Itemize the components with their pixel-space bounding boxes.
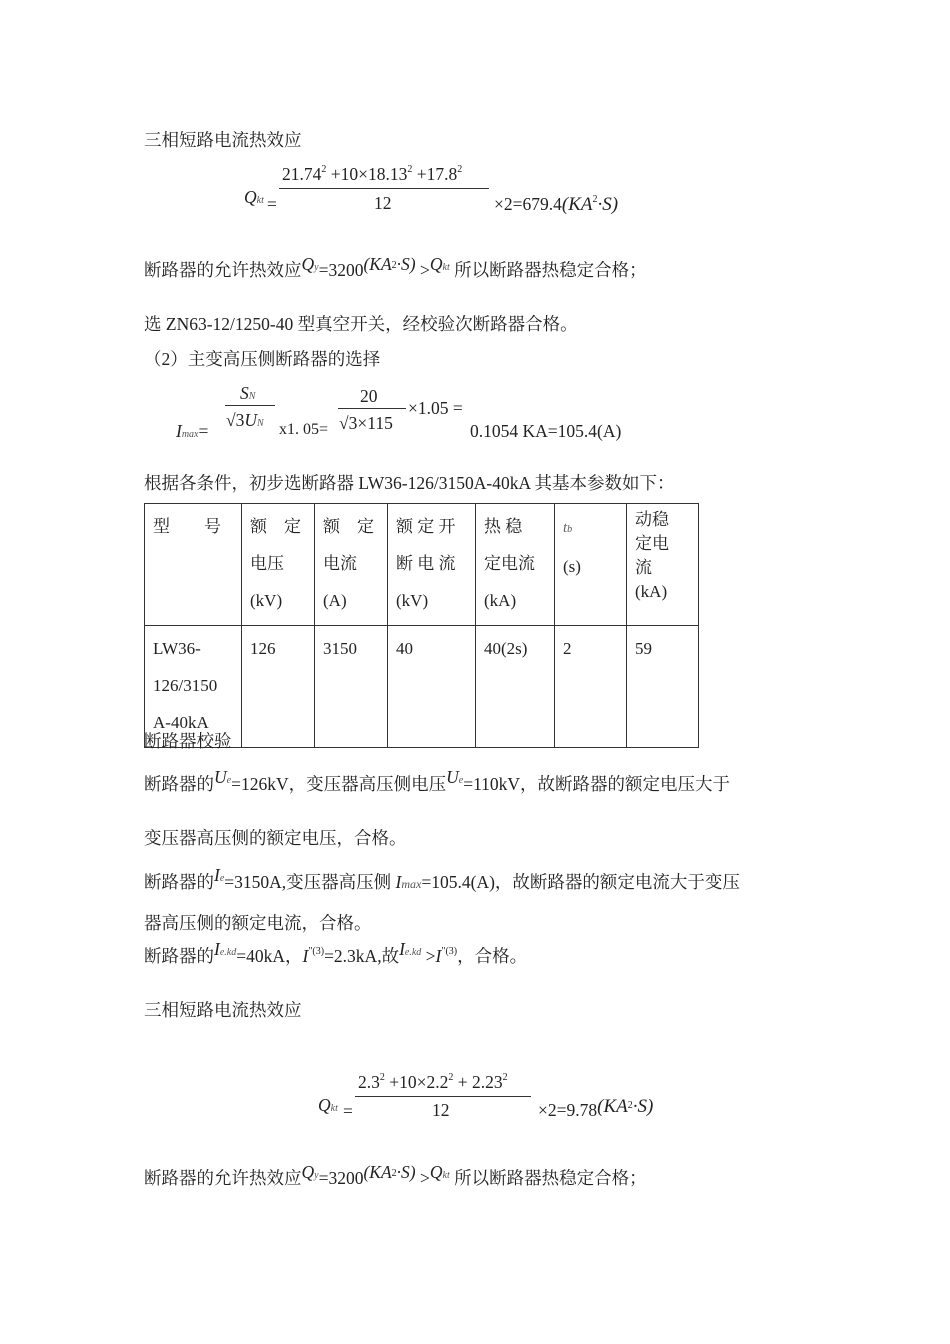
breaking-check-line: 断路器的$I^{e.kd}=40kA$，$I^{"(3)}=2.3kA$,故$I^{e.kd} >I^{"(3)}$，合格。 [144,939,528,966]
cell-thermal-current: 40(2s) [476,626,555,748]
voltage-check-line-2: 变压器高压侧的额定电压，合格。 [144,828,407,848]
heading-main-transformer-hv: （2）主变高压侧断路器的选择 [144,349,381,369]
header-rated-breaking-current: 额 定 开 断 电 流 (kV) [388,504,476,626]
heading-thermal-effect-1: 三相短路电流热效应 [144,130,302,150]
breaker-intro-line: 根据各条件，初步选断路器 LW36-126/3150A-40kA 其基本参数如下： [144,473,675,493]
header-thermal-stable-current: 热 稳 定电流 (kA) [476,504,555,626]
fraction-bar-2 [355,1096,531,1097]
current-check-line-2: 器高压侧的额定电流，合格。 [144,913,372,933]
header-rated-voltage: 额 定 电压 (kV) [242,504,315,626]
voltage-check-line: 断路器的$U^e=126kV$，变压器高压侧电压$U^e=110kV$，故断路器的额定电压大于 [144,767,731,794]
selection-line-1: 选 ZN63-12/1250-40 型真空开关，经校验次断路器合格。 [144,314,578,334]
formula-result-1: $\times 2=679.4(KA^2\cdot S)$ [494,194,619,215]
allow-thermal-line-1: 断路器的允许热效应$Q^y=3200(KA^2\cdot S) >Q^{kt}$ 所以断路器热稳定合格； [144,254,647,280]
numerator-2: $2.3^2 +10\times 2.2^2 + 2.23^2$ [358,1072,508,1092]
allow-thermal-line-2: 断路器的允许热效应$Q^y=3200(KA^2\cdot S) >Q^{kt}$ 所以断路器热稳定合格； [144,1162,647,1188]
header-tb: tb (s) [555,504,627,626]
cell-breaking-current: 40 [388,626,476,748]
cell-rated-voltage: 126 [242,626,315,748]
cell-dynamic-current: 59 [627,626,699,748]
breaker-parameter-table [144,503,699,748]
header-model: 型 号 [145,504,242,626]
cell-rated-current: 3150 [315,626,388,748]
check-heading: 断路器校验 [144,731,232,751]
cell-tb: 2 [555,626,627,748]
numerator-1: $21.74^2 +10\times 18.13^2 +17.8^2$ [282,164,463,184]
heading-thermal-effect-2: 三相短路电流热效应 [144,1000,302,1020]
header-rated-current: 额 定 电流 (A) [315,504,388,626]
current-check-line: 断路器的$I^e=3150A$,变压器高压侧 Imax=105.4(A)，故断路器的额定电流大于变压 [144,865,740,892]
cell-model: LW36- 126/3150 A-40kA [145,626,242,748]
fraction-bar-1 [279,188,489,189]
header-dynamic-stable-current: 动稳 定电 流 (kA) [627,504,699,626]
table-header-row [145,504,699,626]
formula-result-2: $\times 2=9.78(KA^2\cdot S)$ [538,1096,654,1120]
